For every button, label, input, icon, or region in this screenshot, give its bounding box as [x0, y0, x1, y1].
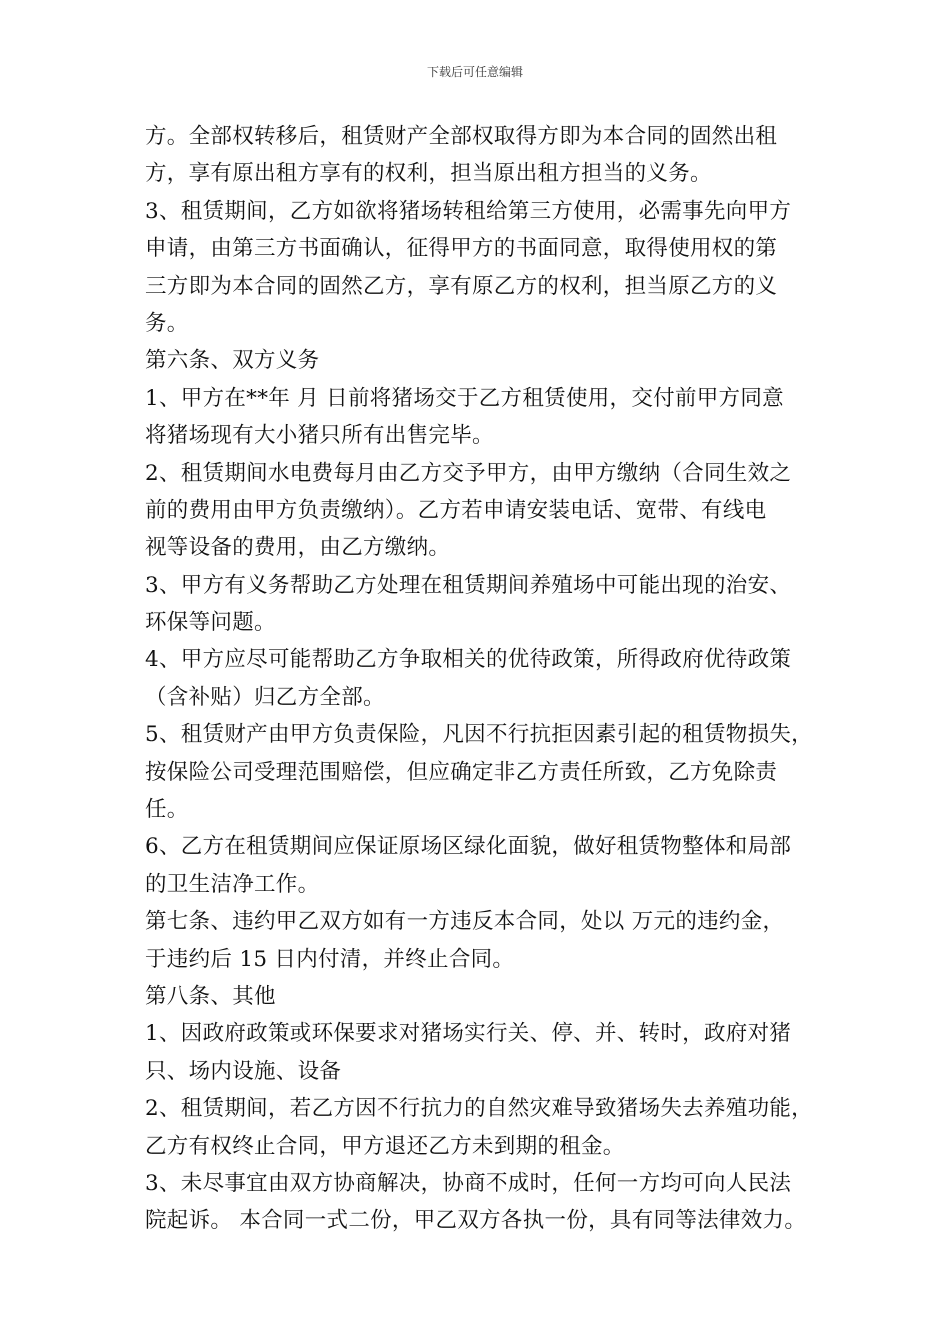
text-line: 乙方有权终止合同，甲方退还乙方未到期的租金。: [145, 1133, 625, 1159]
text-line: 视等设备的费用，由乙方缴纳。: [145, 535, 451, 561]
text-line: 只、场内设施、设备: [145, 1058, 342, 1084]
text-line: 按保险公司受理范围赔偿，但应确定非乙方责任所致，乙方免除责: [145, 759, 778, 785]
text-line: 将猪场现有大小猪只所有出售完毕。: [145, 423, 494, 449]
text-line: 务。: [145, 310, 189, 336]
text-line: 于违约后 15 日内付清，并终止合同。: [145, 946, 515, 972]
document-body: [145, 118, 815, 1240]
text-line: 院起诉。 本合同一式二份，甲乙双方各执一份，具有同等法律效力。: [145, 1208, 807, 1234]
text-line: 三方即为本合同的固然乙方，享有原乙方的权利，担当原乙方的义: [145, 273, 778, 299]
page-header: 下载后可任意编辑: [426, 65, 523, 79]
text-line: 的卫生洁净工作。: [145, 871, 320, 897]
text-line: 3、甲方有义务帮助乙方处理在租赁期间养殖场中可能出现的治安、: [145, 572, 792, 598]
section-heading: 第八条、其他: [145, 983, 276, 1009]
text-line: 环保等问题。: [145, 610, 276, 636]
text-line: 3、未尽事宜由双方协商解决，协商不成时，任何一方均可向人民法: [145, 1170, 792, 1196]
text-line: 任。: [145, 797, 189, 823]
section-heading: 第七条、违约甲乙双方如有一方违反本合同，处以 万元的违约金，: [145, 909, 785, 935]
text-line: 3、租赁期间，乙方如欲将猪场转租给第三方使用，必需事先向甲方: [145, 198, 792, 224]
section-heading: 第六条、双方义务: [145, 348, 320, 374]
text-line: 1、甲方在**年 月 日前将猪场交于乙方租赁使用，交付前甲方同意: [145, 385, 784, 411]
text-line: 2、租赁期间水电费每月由乙方交予甲方，由甲方缴纳（合同生效之: [145, 460, 792, 486]
text-line: 申请，由第三方书面确认，征得甲方的书面同意，取得使用权的第: [145, 236, 778, 262]
text-line: 方。全部权转移后，租赁财产全部权取得方即为本合同的固然出租: [145, 124, 778, 149]
text-line: 5、租赁财产由甲方负责保险，凡因不行抗拒因素引起的租赁物损失，: [145, 722, 813, 748]
text-line: 4、甲方应尽可能帮助乙方争取相关的优待政策，所得政府优待政策: [145, 647, 792, 673]
text-line: （含补贴）归乙方全部。: [145, 684, 385, 710]
text-line: 方，享有原出租方享有的权利，担当原出租方担当的义务。: [145, 161, 712, 187]
text-line: 1、因政府政策或环保要求对猪场实行关、停、并、转时，政府对猪: [145, 1021, 792, 1047]
text-line: 2、租赁期间，若乙方因不行抗力的自然灾难导致猪场失去养殖功能，: [145, 1096, 813, 1122]
text-line: 前的费用由甲方负责缴纳）。乙方若申请安装电话、宽带、有线电: [145, 497, 767, 523]
text-line: 6、乙方在租赁期间应保证原场区绿化面貌，做好租赁物整体和局部: [145, 834, 792, 860]
